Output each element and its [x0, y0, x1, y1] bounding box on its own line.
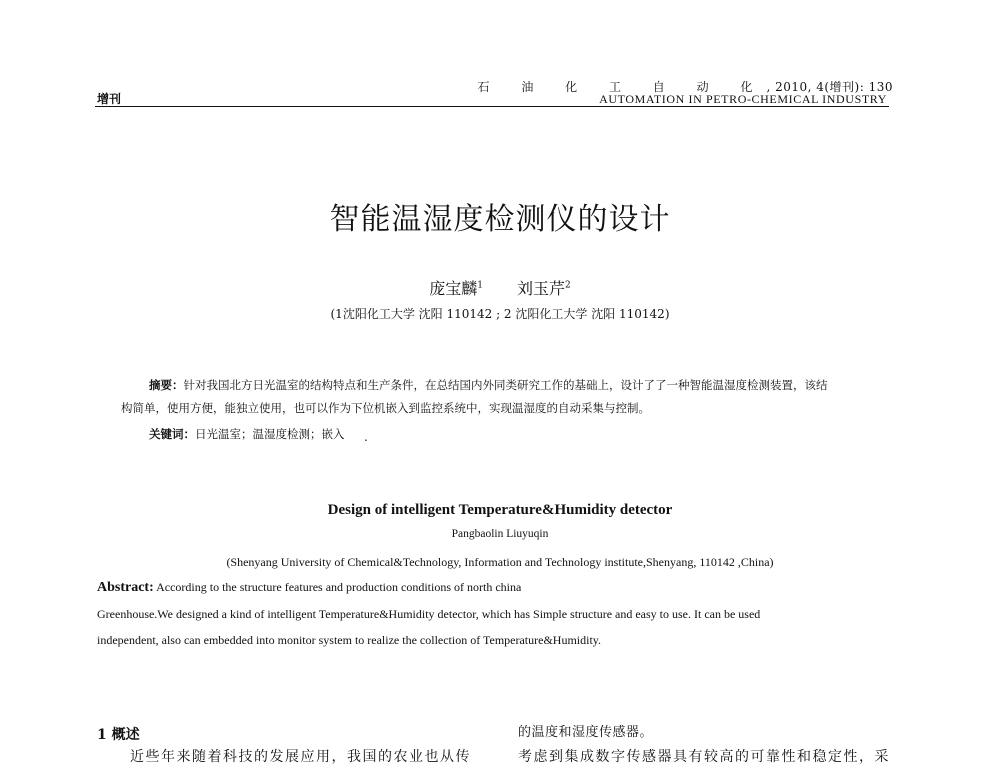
- header-rule: [95, 106, 889, 107]
- author-1: 庞宝麟: [429, 279, 478, 298]
- journal-header-en: AUTOMATION IN PETRO-CHEMICAL INDUSTRY: [599, 92, 887, 106]
- author-2-sup: 2: [565, 280, 571, 291]
- page-title: 智能温湿度检测仪的设计: [329, 202, 671, 237]
- abstract-cn-label: 摘要：: [149, 378, 184, 392]
- english-abstract-line3: independent, also can embedded into monitor system to realize the collection of Temperature&Humidity.: [97, 633, 602, 647]
- english-title: Design of intelligent Temperature&Humidity detector: [327, 502, 673, 518]
- english-abstract-line2: Greenhouse.We designed a kind of intelligent Temperature&Humidity detector, which has Simple structure and easy to use. It can be used: [97, 607, 761, 621]
- keywords-cn: [149, 426, 345, 442]
- abstract-cn-line1: 摘要：针对我国北方日光温室的结构特点和生产条件，在总结国内外同类研究工作的基础上，设计了了一种智能温湿度检测装置，该结: [149, 378, 828, 392]
- affiliation-cn: (1沈阳化工大学 沈阳 110142 ; 2 沈阳化工大学 沈阳 110142): [330, 307, 670, 321]
- stray-mark: .: [364, 430, 368, 444]
- journal-issue-cn: , 2010, 4(增刊): 130: [766, 80, 893, 94]
- keywords-cn-label: 关键词：: [149, 427, 195, 441]
- author-2: 刘玉芹: [517, 279, 566, 298]
- body-right-line2: 考虑到集成数字传感器具有较高的可靠性和稳定性，采: [518, 749, 890, 765]
- journal-name-cn: 石 油 化 工 自 动 化: [477, 80, 767, 94]
- english-affiliation: (Shenyang University of Chemical&Technology, Information and Technology institute,Shenyang, 110142 ,China): [226, 555, 774, 569]
- body-left-line1: 近些年来随着科技的发展应用，我国的农业也从传: [130, 749, 471, 765]
- author-1-sup: 1: [477, 280, 483, 291]
- english-authors: Pangbaolin Liuyuqin: [451, 528, 549, 540]
- section-heading: 1 概述: [97, 727, 140, 743]
- authors-cn: [0, 276, 1000, 299]
- body-right-line1: 的温度和湿度传感器。: [518, 725, 654, 740]
- keywords-cn-text: 日光温室；温湿度检测；嵌入: [195, 427, 345, 441]
- abstract-cn-line2: 构简单，使用方便，能独立使用，也可以作为下位机嵌入到监控系统中，实现温湿度的自动采集与控制。: [121, 401, 650, 415]
- english-abstract-label: Abstract:: [97, 580, 154, 595]
- supplement-label: 增刊: [97, 92, 122, 106]
- english-abstract-line1: Abstract: According to the structure features and production conditions of north china: [97, 580, 522, 595]
